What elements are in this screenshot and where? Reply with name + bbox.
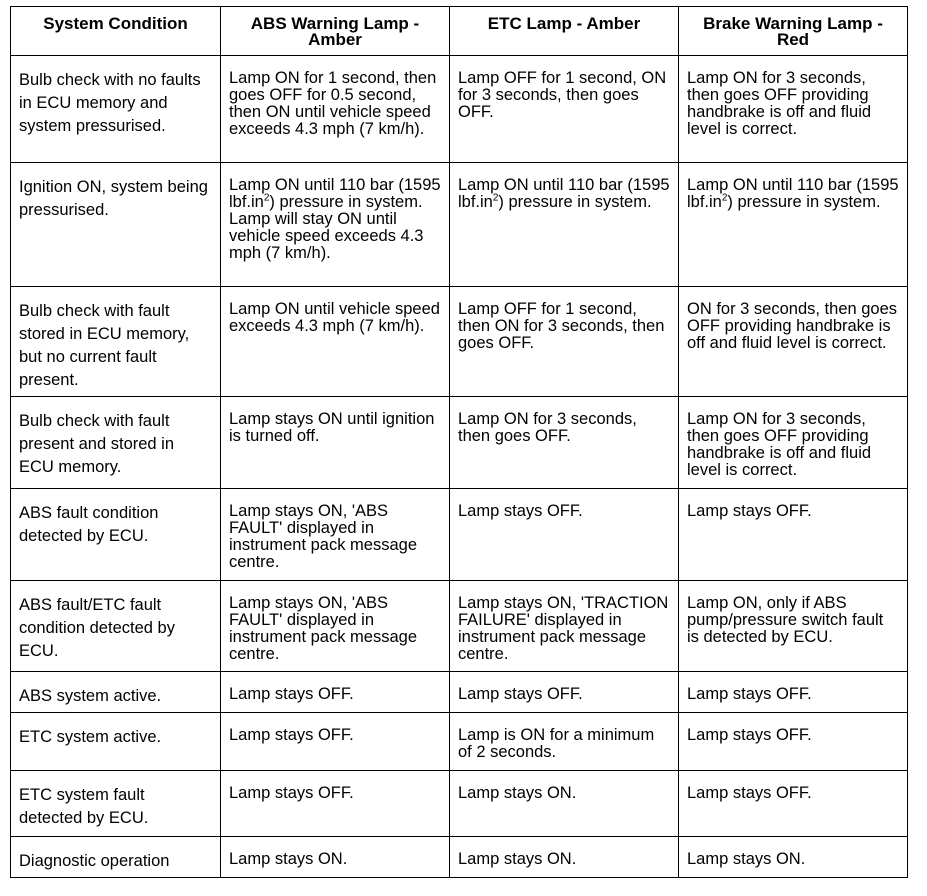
brake-lamp-cell: Lamp ON, only if ABS pump/pressure switch fault is detected by ECU. xyxy=(679,581,908,672)
etc-lamp-cell: Lamp OFF for 1 second, ON for 3 seconds, then goes OFF. xyxy=(450,56,679,163)
brake-lamp-cell: Lamp stays OFF. xyxy=(679,672,908,713)
table-row xyxy=(11,163,908,287)
condition-cell: ABS fault condition detected by ECU. xyxy=(11,489,221,581)
header-brake-lamp: Brake Warning Lamp - Red xyxy=(679,7,908,56)
abs-lamp-text: Lamp ON until 110 bar (1595 lbf.in xyxy=(229,176,441,211)
brake-lamp-cell: Lamp stays OFF. xyxy=(679,489,908,581)
condition-cell: Bulb check with no faults in ECU memory and system pressurised. xyxy=(11,56,221,163)
brake-lamp-cell: Lamp stays OFF. xyxy=(679,713,908,771)
brake-lamp-cell xyxy=(679,163,908,287)
condition-cell: ABS fault/ETC fault condition detected by ECU. xyxy=(11,581,221,672)
superscript: 2 xyxy=(492,192,499,204)
abs-lamp-cell: Lamp stays OFF. xyxy=(221,771,450,837)
etc-lamp-cell: Lamp stays OFF. xyxy=(450,672,679,713)
abs-lamp-cell: Lamp stays ON, 'ABS FAULT' displayed in instrument pack message centre. xyxy=(221,581,450,672)
abs-lamp-cell: Lamp stays ON until ignition is turned off. xyxy=(221,397,450,489)
table-row xyxy=(11,672,908,713)
warning-lamp-table xyxy=(10,6,908,878)
table-row xyxy=(11,837,908,878)
brake-lamp-cell: Lamp ON for 3 seconds, then goes OFF providing handbrake is off and fluid level is correct. xyxy=(679,397,908,489)
superscript: 2 xyxy=(263,192,270,204)
superscript: 2 xyxy=(721,192,728,204)
condition-cell: Bulb check with fault stored in ECU memory, but no current fault present. xyxy=(11,287,221,397)
etc-lamp-cell xyxy=(450,163,679,287)
etc-lamp-cell: Lamp ON for 3 seconds, then goes OFF. xyxy=(450,397,679,489)
abs-lamp-cell: Lamp stays ON, 'ABS FAULT' displayed in instrument pack message centre. xyxy=(221,489,450,581)
etc-lamp-cell: Lamp stays ON, 'TRACTION FAILURE' displayed in instrument pack message centre. xyxy=(450,581,679,672)
abs-lamp-cell: Lamp ON until vehicle speed exceeds 4.3 mph (7 km/h). xyxy=(221,287,450,397)
header-etc-lamp: ETC Lamp - Amber xyxy=(450,7,679,56)
brake-lamp-cell: Lamp stays ON. xyxy=(679,837,908,878)
condition-cell: Diagnostic operation xyxy=(11,837,221,878)
etc-lamp-cell: Lamp is ON for a minimum of 2 seconds. xyxy=(450,713,679,771)
condition-cell: ETC system active. xyxy=(11,713,221,771)
table-header-row xyxy=(11,7,908,56)
condition-cell: ETC system fault detected by ECU. xyxy=(11,771,221,837)
table-row xyxy=(11,489,908,581)
header-abs-lamp: ABS Warning Lamp - Amber xyxy=(221,7,450,56)
abs-lamp-text: ) pressure in system. Lamp will stay ON until vehicle speed exceeds 4.3 mph (7 km/h). xyxy=(229,193,424,262)
abs-lamp-cell: Lamp ON for 1 second, then goes OFF for 0.5 second, then ON until vehicle speed exceeds 4.3 mph (7 km/h). xyxy=(221,56,450,163)
table-row xyxy=(11,581,908,672)
brake-lamp-text: Lamp ON until 110 bar (1595 lbf.in xyxy=(687,176,899,211)
etc-lamp-cell: Lamp stays ON. xyxy=(450,837,679,878)
condition-cell: ABS system active. xyxy=(11,672,221,713)
abs-lamp-cell: Lamp stays OFF. xyxy=(221,672,450,713)
brake-lamp-text: ) pressure in system. xyxy=(727,193,881,211)
table-row xyxy=(11,713,908,771)
condition-cell: Bulb check with fault present and stored in ECU memory. xyxy=(11,397,221,489)
table-row xyxy=(11,397,908,489)
brake-lamp-cell: Lamp stays OFF. xyxy=(679,771,908,837)
table-row xyxy=(11,56,908,163)
etc-lamp-text: Lamp ON until 110 bar (1595 lbf.in xyxy=(458,176,670,211)
etc-lamp-text: ) pressure in system. xyxy=(498,193,652,211)
abs-lamp-cell: Lamp stays ON. xyxy=(221,837,450,878)
abs-lamp-cell: Lamp stays OFF. xyxy=(221,713,450,771)
brake-lamp-cell: ON for 3 seconds, then goes OFF providing handbrake is off and fluid level is correct. xyxy=(679,287,908,397)
etc-lamp-cell: Lamp stays OFF. xyxy=(450,489,679,581)
etc-lamp-cell: Lamp OFF for 1 second, then ON for 3 seconds, then goes OFF. xyxy=(450,287,679,397)
etc-lamp-cell: Lamp stays ON. xyxy=(450,771,679,837)
condition-cell: Ignition ON, system being pressurised. xyxy=(11,163,221,287)
table-row xyxy=(11,771,908,837)
header-system-condition: System Condition xyxy=(11,7,221,56)
abs-lamp-cell xyxy=(221,163,450,287)
brake-lamp-cell: Lamp ON for 3 seconds, then goes OFF providing handbrake is off and fluid level is correct. xyxy=(679,56,908,163)
table-row xyxy=(11,287,908,397)
